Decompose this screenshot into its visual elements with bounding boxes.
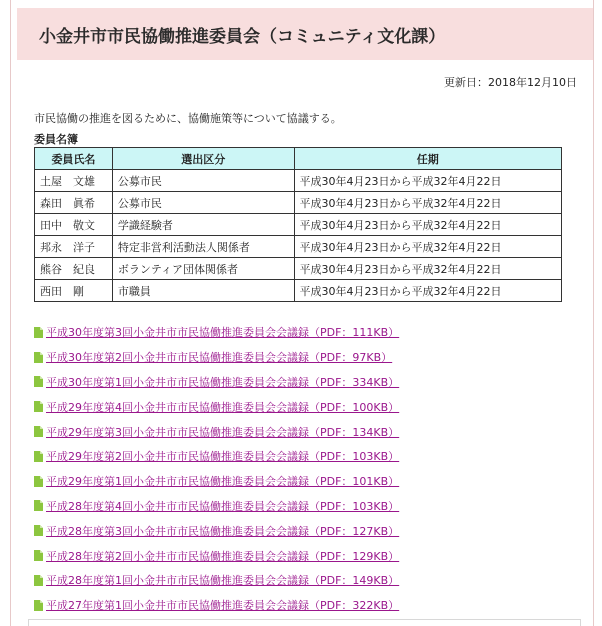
list-item xyxy=(34,419,399,444)
member-category: 市職員 xyxy=(112,280,294,302)
intro-text: 市民協働の推進を図るために、協働施策等について協議する。 xyxy=(34,112,342,125)
pdf-file-icon xyxy=(34,550,43,561)
member-name: 邦永 洋子 xyxy=(35,236,113,258)
list-item xyxy=(34,494,399,519)
minutes-link[interactable]: 平成30年度第1回小金井市市民協働推進委員会会議録（PDF：334KB） xyxy=(46,375,400,389)
minutes-link[interactable]: 平成28年度第4回小金井市市民協働推進委員会会議録（PDF：103KB） xyxy=(46,499,400,513)
list-item xyxy=(34,518,399,543)
pdf-file-icon xyxy=(34,476,43,487)
member-category: 公募市民 xyxy=(112,170,294,192)
pdf-file-icon xyxy=(34,600,43,611)
column-header-category: 選出区分 xyxy=(112,148,294,170)
list-item xyxy=(34,394,399,419)
minutes-link[interactable]: 平成29年度第3回小金井市市民協働推進委員会会議録（PDF：134KB） xyxy=(46,425,400,439)
member-name: 田中 敬文 xyxy=(35,214,113,236)
member-term: 平成30年4月23日から平成32年4月22日 xyxy=(294,192,561,214)
member-term: 平成30年4月23日から平成32年4月22日 xyxy=(294,170,561,192)
table-row xyxy=(35,280,562,302)
footer-box xyxy=(28,619,581,626)
minutes-link[interactable]: 平成28年度第3回小金井市市民協働推進委員会会議録（PDF：127KB） xyxy=(46,524,400,538)
minutes-link[interactable]: 平成30年度第3回小金井市市民協働推進委員会会議録（PDF：111KB） xyxy=(46,326,400,340)
member-table xyxy=(34,147,562,302)
table-row xyxy=(35,170,562,192)
minutes-link[interactable]: 平成28年度第2回小金井市市民協働推進委員会会議録（PDF：129KB） xyxy=(46,549,400,563)
list-item xyxy=(34,320,399,345)
list-item xyxy=(34,469,399,494)
minutes-link[interactable]: 平成30年度第2回小金井市市民協働推進委員会会議録（PDF：97KB） xyxy=(46,351,393,365)
pdf-file-icon xyxy=(34,352,43,363)
minutes-link-list xyxy=(34,320,399,618)
page-header xyxy=(17,8,593,60)
table-row xyxy=(35,192,562,214)
member-term: 平成30年4月23日から平成32年4月22日 xyxy=(294,258,561,280)
table-row xyxy=(35,214,562,236)
minutes-link[interactable]: 平成27年度第1回小金井市市民協働推進委員会会議録（PDF：322KB） xyxy=(46,599,400,613)
pdf-file-icon xyxy=(34,327,43,338)
updated-date: 更新日：2018年12月10日 xyxy=(444,76,577,89)
member-category: 公募市民 xyxy=(112,192,294,214)
minutes-link[interactable]: 平成29年度第2回小金井市市民協働推進委員会会議録（PDF：103KB） xyxy=(46,450,400,464)
page-title: 小金井市市民協働推進委員会（コミュニティ文化課） xyxy=(39,27,446,47)
pdf-file-icon xyxy=(34,451,43,462)
table-header-row xyxy=(35,148,562,170)
minutes-link[interactable]: 平成29年度第1回小金井市市民協働推進委員会会議録（PDF：101KB） xyxy=(46,475,400,489)
member-name: 森田 眞希 xyxy=(35,192,113,214)
roster-heading: 委員名簿 xyxy=(34,133,78,146)
pdf-file-icon xyxy=(34,426,43,437)
pdf-file-icon xyxy=(34,575,43,586)
list-item xyxy=(34,370,399,395)
list-item xyxy=(34,444,399,469)
pdf-file-icon xyxy=(34,525,43,536)
member-category: 特定非営利活動法人関係者 xyxy=(112,236,294,258)
list-item xyxy=(34,568,399,593)
member-category: ボランティア団体関係者 xyxy=(112,258,294,280)
list-item xyxy=(34,543,399,568)
list-item xyxy=(34,593,399,618)
member-term: 平成30年4月23日から平成32年4月22日 xyxy=(294,280,561,302)
pdf-file-icon xyxy=(34,500,43,511)
member-category: 学識経験者 xyxy=(112,214,294,236)
minutes-link[interactable]: 平成28年度第1回小金井市市民協働推進委員会会議録（PDF：149KB） xyxy=(46,574,400,588)
member-name: 西田 剛 xyxy=(35,280,113,302)
minutes-link[interactable]: 平成29年度第4回小金井市市民協働推進委員会会議録（PDF：100KB） xyxy=(46,400,400,414)
column-header-name: 委員氏名 xyxy=(35,148,113,170)
pdf-file-icon xyxy=(34,376,43,387)
pdf-file-icon xyxy=(34,401,43,412)
member-term: 平成30年4月23日から平成32年4月22日 xyxy=(294,214,561,236)
member-name: 熊谷 紀良 xyxy=(35,258,113,280)
member-term: 平成30年4月23日から平成32年4月22日 xyxy=(294,236,561,258)
table-row xyxy=(35,258,562,280)
table-row xyxy=(35,236,562,258)
column-header-term: 任期 xyxy=(294,148,561,170)
member-name: 土屋 文雄 xyxy=(35,170,113,192)
list-item xyxy=(34,345,399,370)
